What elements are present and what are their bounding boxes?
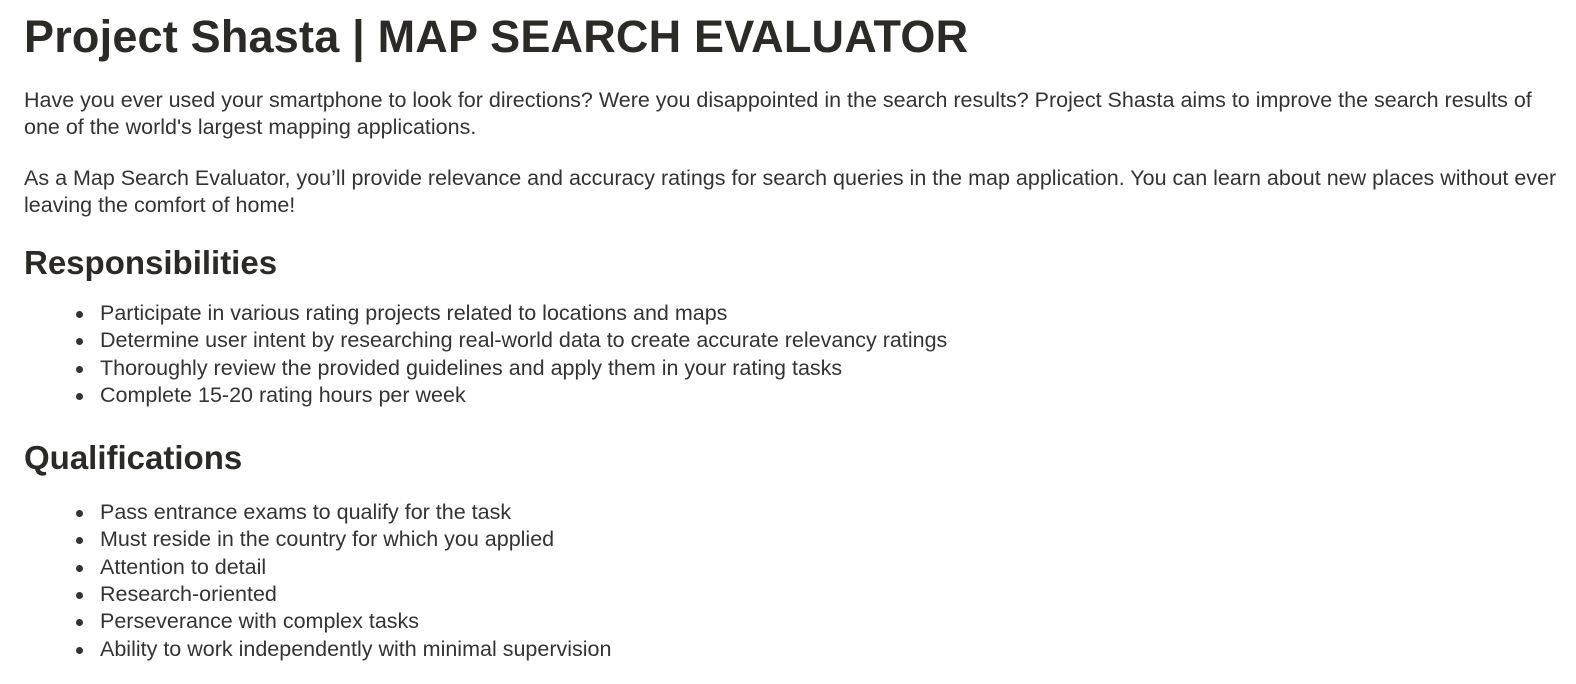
- list-item: [76, 581, 1564, 608]
- list-item: [76, 608, 1564, 635]
- list-item-text: Determine user intent by researching real-world data to create accurate relevancy ratings: [100, 328, 948, 353]
- responsibilities-heading: Responsibilities: [24, 244, 278, 281]
- list-item: [76, 327, 1564, 354]
- list-item-text: Complete 15-20 rating hours per week: [100, 382, 466, 407]
- list-item: [76, 636, 1564, 663]
- list-item-text: Perseverance with complex tasks: [100, 609, 420, 634]
- responsibilities-list: [24, 300, 1564, 409]
- bullet-icon: [76, 366, 83, 373]
- bullet-icon: [76, 338, 83, 345]
- bullet-icon: [76, 393, 83, 400]
- list-item: [76, 382, 1564, 409]
- bullet-icon: [76, 592, 83, 599]
- bullet-icon: [76, 565, 83, 572]
- list-item: [76, 499, 1564, 526]
- list-item-text: Participate in various rating projects related to locations and maps: [100, 301, 728, 325]
- page-title: Project Shasta | MAP SEARCH EVALUATOR: [24, 11, 969, 62]
- qualifications-heading: Qualifications: [24, 439, 243, 477]
- bullet-icon: [76, 619, 83, 626]
- qualifications-list: [24, 499, 1564, 663]
- bullet-icon: [76, 537, 83, 544]
- description-paragraph: As a Map Search Evaluator, you’ll provide relevance and accuracy ratings for search queries in the map application. You can learn about new places without ever leaving the comfort of home!: [24, 166, 1557, 217]
- list-item-text: Must reside in the country for which you applied: [100, 527, 555, 552]
- bullet-icon: [76, 510, 83, 517]
- list-item: [76, 554, 1564, 581]
- bullet-icon: [76, 311, 83, 318]
- list-item-text: Research-oriented: [100, 582, 277, 607]
- list-item-text: Ability to work independently with minimal supervision: [100, 636, 612, 661]
- list-item-text: Attention to detail: [100, 554, 267, 579]
- intro-paragraph: Have you ever used your smartphone to look for directions? Were you disappointed in the search results? Project Shasta aims to improve the search results of one of the world's largest mapping applications.: [24, 88, 1532, 139]
- list-item-text: Thoroughly review the provided guidelines and apply them in your rating tasks: [100, 355, 843, 380]
- bullet-icon: [76, 647, 83, 654]
- list-item: [76, 300, 1564, 327]
- list-item: [76, 526, 1564, 553]
- list-item-text: Pass entrance exams to qualify for the task: [100, 500, 512, 525]
- job-posting: [24, 0, 1564, 663]
- list-item: [76, 355, 1564, 382]
